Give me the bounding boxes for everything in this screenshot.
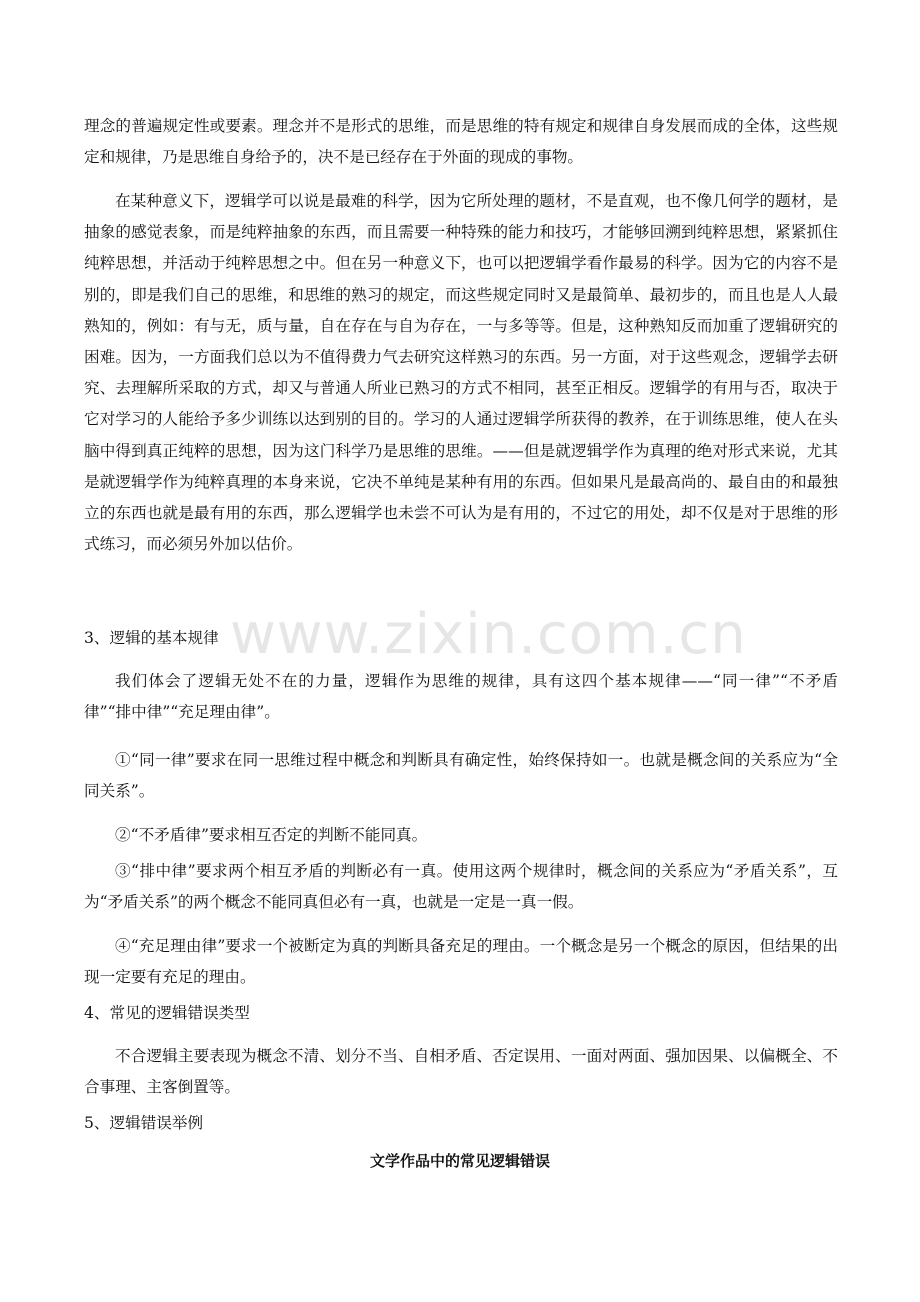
heading-error-examples: 5、逻辑错误举例 xyxy=(84,1114,204,1132)
heading-basic-laws: 3、逻辑的基本规律 xyxy=(84,629,219,647)
paragraph-law-of-sufficient-reason: ④“充足理由律”要求一个被断定为真的判断具备充足的理由。一个概念是另一个概念的原因，但结果的出现一定要有充足的理由。 xyxy=(84,937,838,987)
heading-error-types: 4、常见的逻辑错误类型 xyxy=(84,1004,250,1022)
paragraph-concept-definition: 理念的普遍规定性或要素。理念并不是形式的思维，而是思维的特有规定和规律自身发展而成的全体，这些规定和规律，乃是思维自身给予的，决不是已经存在于外面的现成的事物。 xyxy=(84,117,838,167)
paragraph-error-types-list: 不合逻辑主要表现为概念不清、划分不当、自相矛盾、否定误用、一面对两面、强加因果、以偏概全、不合事理、主客倒置等。 xyxy=(84,1047,838,1097)
paragraph-law-of-excluded-middle: ③“排中律”要求两个相互矛盾的判断必有一真。使用这两个规律时，概念间的关系应为“矛盾关系”，互为“矛盾关系”的两个概念不能同真但必有一真，也就是一定是一真一假。 xyxy=(84,862,838,912)
paragraph-logic-difficulty: 在某种意义下，逻辑学可以说是最难的科学，因为它所处理的题材，不是直观，也不像几何学的题材，是抽象的感觉表象，而是纯粹抽象的东西，而且需要一种特殊的能力和技巧，才能够回溯到纯粹思想，紧紧抓住纯粹思想，并活动于纯粹思想之中。但在另一种意义下，也可以把逻辑学看作最易的科学。因为它的内容不是别的，即是我们自己的思维，和思维的熟习的规定，而这些规定同时又是最简单、最初步的，而且也是人人最熟知的，例如：有与无，质与量，自在存在与自为存在，一与多等等。但是，这种熟知反而加重了逻辑研究的困难。因为，一方面我们总以为不值得费力气去研究这样熟习的东西。另一方面，对于这些观念，逻辑学去研究、去理解所采取的方式，却又与普通人所业已熟习的方式不相同，甚至正相反。逻辑学的有用与否，取决于它对学习的人能给予多少训练以达到别的目的。学习的人通过逻辑学所获得的教养，在于训练思维，使人在头脑中得到真正纯粹的思想，因为这门科学乃是思维的思维。——但是就逻辑学作为真理的绝对形式来说，尤其是就逻辑学作为纯粹真理的本身来说，它决不单纯是某种有用的东西。但如果凡是最高尚的、最自由的和最独立的东西也就是最有用的东西，那么逻辑学也未尝不可认为是有用的，不过它的用处，却不仅是对于思维的形式练习，而必须另外加以估价。 xyxy=(84,192,838,554)
watermark-text: www.zixin.com.cn xyxy=(230,602,747,667)
paragraph-law-of-non-contradiction: ②“不矛盾律”要求相互否定的判断不能同真。 xyxy=(115,826,428,844)
paragraph-law-of-identity: ①“同一律”要求在同一思维过程中概念和判断具有确定性，始终保持如一。也就是概念间的关系应为“全同关系”。 xyxy=(84,751,838,801)
paragraph-four-laws-intro: 我们体会了逻辑无处不在的力量，逻辑作为思维的规律，具有这四个基本规律——“同一律”“不矛盾律”“排中律”“充足理由律”。 xyxy=(84,672,838,722)
section-title: 文学作品中的常见逻辑错误 xyxy=(369,1152,550,1170)
